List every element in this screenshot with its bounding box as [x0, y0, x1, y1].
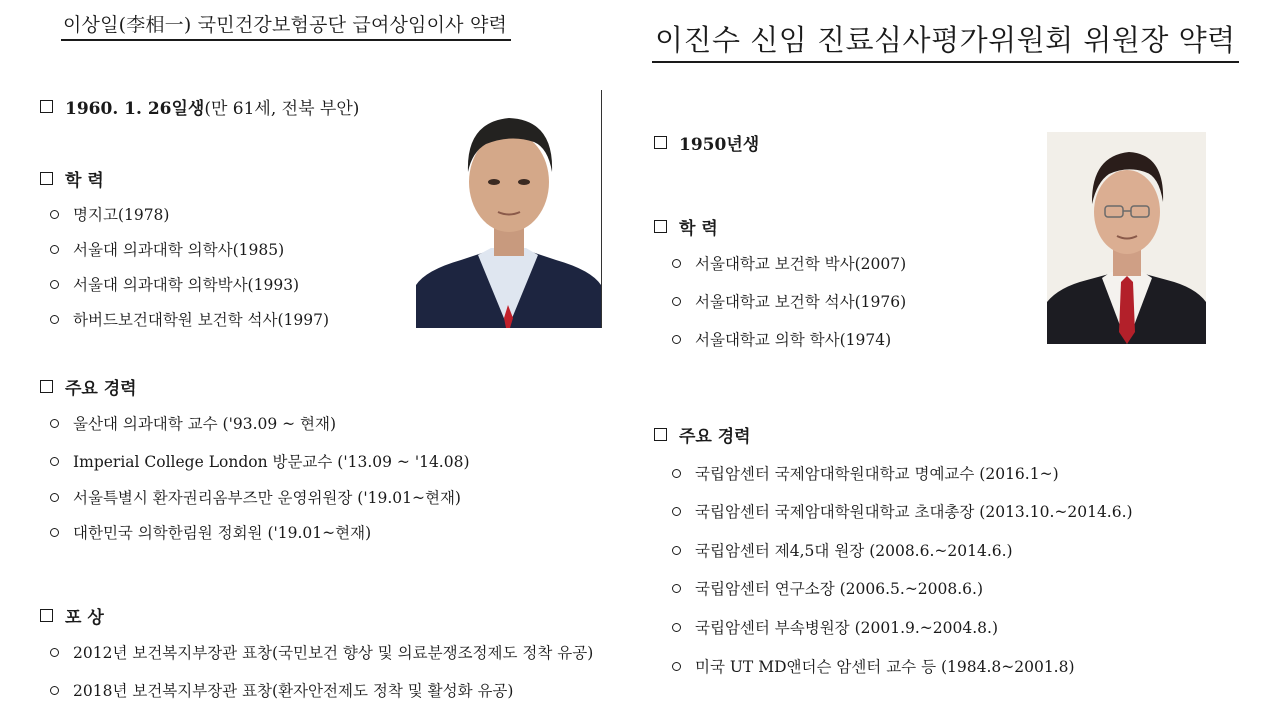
list-item	[50, 308, 329, 330]
checkbox-square-icon	[40, 609, 53, 622]
list-item-text: 서울대학교 의학 학사(1974)	[695, 331, 892, 349]
list-item-text: 서울대학교 보건학 석사(1976)	[695, 293, 907, 311]
list-item-text: 하버드보건대학원 보건학 석사(1997)	[73, 311, 330, 329]
circle-bullet-icon	[672, 469, 681, 478]
list-item-text: 명지고(1978)	[73, 206, 170, 224]
left-birth	[40, 94, 359, 119]
list-item-text: 국립암센터 제4,5대 원장 (2008.6.~2014.6.)	[695, 542, 1013, 560]
right-education-heading-text: 학 력	[679, 219, 718, 239]
list-item	[50, 679, 513, 701]
checkbox-square-icon	[654, 428, 667, 441]
list-item-text: 2018년 보건복지부장관 표창(환자안전제도 정착 및 활성화 유공)	[73, 682, 514, 700]
left-title-underline	[61, 39, 511, 41]
list-item-text: 국립암센터 국제암대학원대학교 명예교수 (2016.1~)	[695, 465, 1059, 483]
left-career-heading	[40, 374, 137, 399]
list-item	[672, 655, 1075, 677]
right-title	[655, 18, 1236, 59]
list-item	[50, 641, 593, 663]
circle-bullet-icon	[50, 457, 59, 466]
circle-bullet-icon	[50, 245, 59, 254]
list-item	[672, 328, 891, 350]
circle-bullet-icon	[50, 280, 59, 289]
circle-bullet-icon	[672, 584, 681, 593]
list-item-text: 국립암센터 국제암대학원대학교 초대총장 (2013.10.~2014.6.)	[695, 503, 1133, 521]
right-career-heading-text: 주요 경력	[679, 427, 751, 447]
circle-bullet-icon	[672, 546, 681, 555]
list-item	[50, 450, 470, 472]
photo-border-line	[601, 90, 602, 328]
person-portrait-icon	[416, 100, 601, 328]
list-item	[50, 203, 169, 225]
person-portrait-icon	[1047, 132, 1206, 344]
checkbox-square-icon	[654, 136, 667, 149]
circle-bullet-icon	[50, 493, 59, 502]
circle-bullet-icon	[672, 662, 681, 671]
right-title-underline	[652, 61, 1239, 63]
list-item	[50, 273, 299, 295]
list-item-text: 서울특별시 환자권리옴부즈만 운영위원장 ('19.01~현재)	[73, 489, 461, 507]
circle-bullet-icon	[672, 297, 681, 306]
list-item-text: 대한민국 의학한림원 정회원 ('19.01~현재)	[73, 524, 372, 542]
list-item-text: 울산대 의과대학 교수 ('93.09 ~ 현재)	[73, 415, 337, 433]
right-career-heading	[654, 422, 751, 447]
list-item	[50, 521, 371, 543]
left-career-heading-text: 주요 경력	[65, 379, 137, 399]
list-item	[50, 412, 336, 434]
right-portrait-photo	[1047, 132, 1206, 344]
list-item-text: 미국 UT MD앤더슨 암센터 교수 등 (1984.8~2001.8)	[695, 658, 1075, 676]
circle-bullet-icon	[50, 528, 59, 537]
left-awards-heading-text: 포 상	[65, 608, 104, 628]
list-item-text: 국립암센터 연구소장 (2006.5.~2008.6.)	[695, 580, 984, 598]
right-education-heading	[654, 214, 718, 239]
right-title-text: 이진수 신임 진료심사평가위원회 위원장 약력	[655, 23, 1236, 57]
circle-bullet-icon	[672, 335, 681, 344]
list-item	[672, 539, 1013, 561]
list-item-text: 서울대 의과대학 의학사(1985)	[73, 241, 285, 259]
left-title-text: 이상일(李相一) 국민건강보험공단 급여상임이사 약력	[63, 14, 508, 36]
list-item-text: Imperial College London 방문교수 ('13.09 ~ '14.08)	[73, 453, 470, 471]
left-education-heading	[40, 166, 104, 191]
list-item-text: 서울대 의과대학 의학박사(1993)	[73, 276, 300, 294]
circle-bullet-icon	[50, 419, 59, 428]
left-birth-detail: (만 61세, 전북 부안)	[204, 99, 360, 119]
left-title	[63, 10, 507, 37]
list-item	[672, 577, 983, 599]
list-item	[50, 238, 284, 260]
list-item	[672, 252, 906, 274]
checkbox-square-icon	[40, 380, 53, 393]
list-item	[672, 500, 1133, 522]
list-item-text: 국립암센터 부속병원장 (2001.9.~2004.8.)	[695, 619, 998, 637]
circle-bullet-icon	[50, 210, 59, 219]
checkbox-square-icon	[654, 220, 667, 233]
circle-bullet-icon	[50, 648, 59, 657]
checkbox-square-icon	[40, 100, 53, 113]
circle-bullet-icon	[50, 686, 59, 695]
list-item	[672, 290, 906, 312]
circle-bullet-icon	[672, 507, 681, 516]
circle-bullet-icon	[672, 259, 681, 268]
list-item	[50, 486, 461, 508]
left-birth-date: 1960. 1. 26일생	[65, 99, 205, 119]
list-item-text: 2012년 보건복지부장관 표창(국민보건 향상 및 의료분쟁조정제도 정착 유공)	[73, 644, 594, 662]
right-birth-year: 1950년생	[679, 135, 760, 155]
right-birth	[654, 130, 759, 155]
left-awards-heading	[40, 603, 104, 628]
circle-bullet-icon	[672, 623, 681, 632]
left-education-heading-text: 학 력	[65, 171, 104, 191]
list-item	[672, 616, 998, 638]
circle-bullet-icon	[50, 315, 59, 324]
left-portrait-photo	[416, 100, 601, 328]
list-item-text: 서울대학교 보건학 박사(2007)	[695, 255, 907, 273]
checkbox-square-icon	[40, 172, 53, 185]
list-item	[672, 462, 1059, 484]
